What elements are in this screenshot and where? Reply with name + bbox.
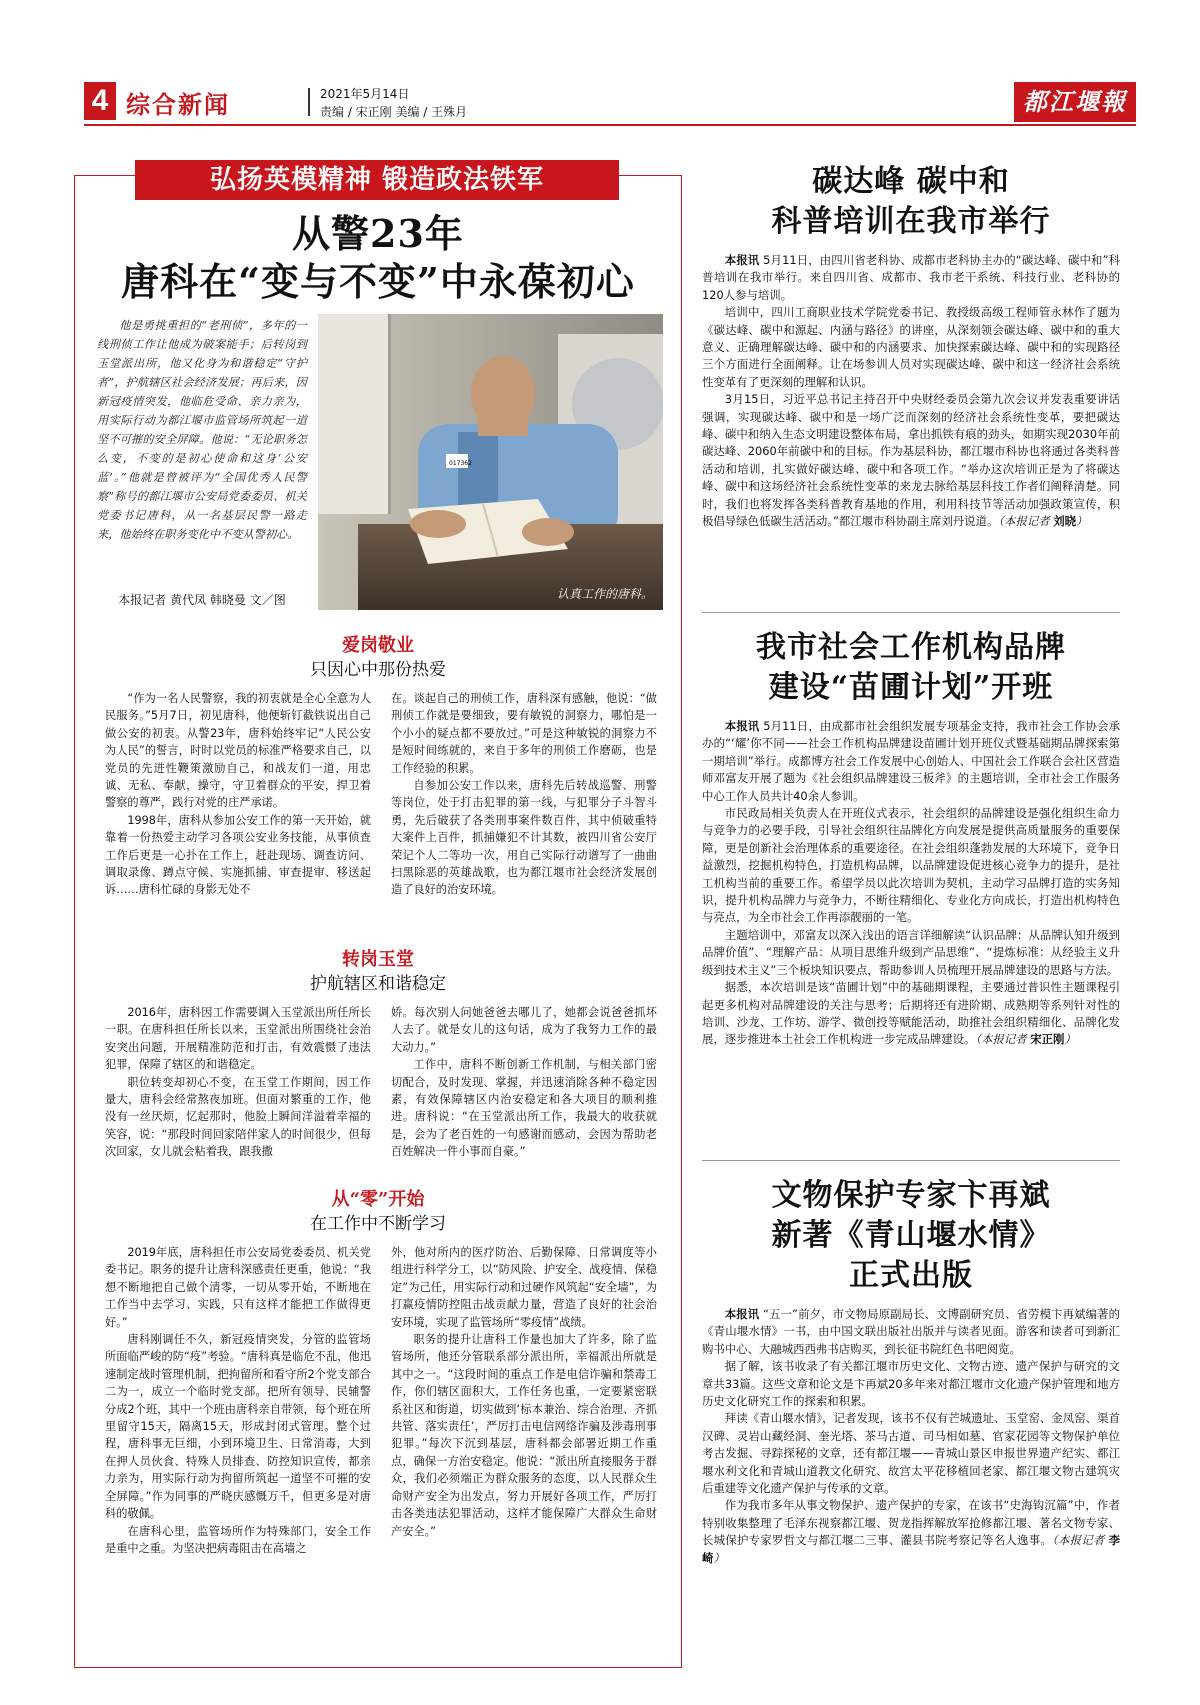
- section-body-3: [105, 1244, 657, 1557]
- header-separator: [308, 88, 310, 116]
- text-column-right: [391, 1004, 657, 1161]
- paragraph: 1998年，唐科从参加公安工作的第一天开始，就靠着一份热爱主动学习各项公安业务技能，从事侦查工作后更是一心扑在工作上，赶赴现场、调查访问、调取录像、蹲点守候、实施抓捕、审查提审、移送起诉……唐科忙碌的身影无处不: [105, 813, 371, 897]
- article-body-carbon: [702, 252, 1120, 531]
- feature-title-line2: 唐科在“变与不变”中永葆初心: [121, 259, 635, 304]
- section-heading-3: [75, 1188, 681, 1236]
- section-kicker: 从“零”开始: [331, 1189, 425, 1210]
- paragraph: 5月11日，由四川省老科协、成都市老科协主办的“碳达峰、碳中和”科普培训在我市举行。来自四川省、成都市、我市老干系统、科技行业、老科协的120人参与培训。: [702, 253, 1120, 302]
- officer-photo-illustration: [318, 314, 663, 610]
- feature-byline: 本报记者 黄代凤 韩晓曼 文／图: [118, 593, 286, 607]
- text-column-right: [391, 1244, 657, 1557]
- article-signature: [998, 514, 1087, 528]
- paragraph: 在。谈起自己的刑侦工作，唐科深有感触，他说：“做刑侦工作就是要细致，要有敏锐的洞察力，哪怕是一个小小的疑点都不要放过。”可是这种敏锐的洞察力不是短时间练就的，来自于多年的刑侦工作磨砺，也是工作经验的积累。: [391, 692, 657, 775]
- newspaper-logo: 都江堰報: [1014, 82, 1136, 122]
- section-subtitle: 只因心中那份热爱: [310, 660, 446, 680]
- article-title-book: [702, 1176, 1120, 1296]
- section-body-1: [105, 690, 657, 899]
- paragraph: 主题培训中，邓富友以深入浅出的语言详细解读“认识品牌：从品牌认知升级到品牌价值”、“理解产品：从项目思维升级到产品思维”、“提炼标准：从经验主义升级到技术主义”三个板块知识要点，帮助参训人员梳理开展品牌建设的思路与方法。: [702, 927, 1120, 977]
- section-kicker: 转岗玉堂: [342, 949, 414, 970]
- badge-number: 017362: [449, 460, 472, 467]
- article-title-line1: 我市社会工作机构品牌: [756, 630, 1066, 665]
- paragraph: 拜读《青山堰水情》，记者发现，该书不仅有芒城遗址、玉堂窑、金凤窑、渠首汉碑、灵岩山藏经洞、奎光塔、茶马古道、司马相如墓、官家花园等文物保护单位考古发掘、寻踪探秘的文章，还有都江堰——青城山景区申报世界遗产纪实、都江堰水利文化和青城山道教文化研究、故宫太平花移植回老家、都江堰文物古建筑灾后重建等文化遗产保护与传承的文章。: [702, 1411, 1120, 1496]
- article-title-line1: 碳达峰 碳中和: [812, 164, 1010, 199]
- signature-suffix: ）: [1064, 1032, 1076, 1047]
- section-kicker: 爱岗敬业: [342, 635, 414, 656]
- paragraph: 5月11日，由成都市社会组织发展专项基金支持，我市社会工作协会承办的“‘耀’你不同——社会工作机构品牌建设苗圃计划开班仪式暨基础期品牌探索第一期培训”举行。成都博方社会工作发展中心创始人、中国社会工作联合会社区营造师邓富友开展了题为《社会组织品牌建设三板斧》的主题培训，全市社会工作服务中心工作人员共计40余人参训。: [702, 719, 1120, 803]
- feature-article: [74, 165, 682, 1668]
- paragraph: 3月15日，习近平总书记主持召开中央财经委员会第九次会议并发表重要讲话强调，实现碳达峰、碳中和是一场广泛而深刻的经济社会系统性变革，要把碳达峰、碳中和纳入生态文明建设整体布局，拿出抓铁有痕的劲头，如期实现2030年前碳达峰、2060年前碳中和的目标。作为基层科协，都江堰市科协也将通过各类科普活动和培训，扎实做好碳达峰、碳中和各项工作。“举办这次培训正是为了将碳达峰、碳中和这场经济社会系统性变革的来龙去脉给基层科技工作者们阐释清楚。同时，我们也将发挥各类科普教育基地的作用，利用科技节等活动加强政策宣传，积极倡导绿色低碳生活活动。”都江堰市科协副主席刘丹说道。: [702, 392, 1120, 529]
- paragraph: 唐科刚调任不久，新冠疫情突发，分管的监管场所面临严峻的防“疫”考验。“唐科真是临危不乱，他迅速制定战时管理机制，把拘留所和看守所2个党支部合二为一，成立一个临时党支部。把所有领导、民辅警分成2个班，其中一个班由唐科亲自带领，每个班在所里留守15天，隔离15天，形成封闭式管理。整个过程，唐科事无巨细，小到环境卫生、日常消毒，大到在押人员伙食、特殊人员排查、防控知识宣传，都亲力亲为，用实际行动为拘留所筑起一道坚不可摧的安全屏障。”作为同事的严晓庆感慨万千，但更多是对唐科的敬佩。: [105, 1333, 371, 1521]
- paragraph: 工作中，唐科不断创新工作机制，与相关部门密切配合，及时发现、掌握，并迅速消除各种不稳定因素，有效保障辖区内治安稳定和各大项目的顺利推进。唐科说：“在玉堂派出所工作，我最大的收获就是，会为了老百姓的一句感谢而感动，会因为帮助老百姓解决一件小事而自豪。”: [391, 1058, 657, 1159]
- photo-caption: 认真工作的唐科。: [556, 587, 653, 601]
- signature-prefix: （本报记者: [998, 514, 1054, 529]
- section-heading-2: [75, 948, 681, 996]
- page-number: 4: [84, 82, 116, 120]
- paragraph: 外，他对所内的医疗防治、后勤保障、日常调度等小组进行科学分工，以“防风险、护安全、战疫情、保稳定”为己任，用实际行动和过硬作风筑起“安全墙”，为打赢疫情防控阻击战贡献力量，营造了良好的社会治安环境，实现了监管场所“零疫情”战绩。: [391, 1246, 657, 1329]
- paragraph: “五一”前夕，市文物局原副局长、文博副研究员、省劳模卞再斌编著的《青山堰水情》一书，由中国文联出版社出版并与读者见面。游客和读者可到新汇购书中心、大融城西西弗书店购买，到长征书院红色书吧阅览。: [702, 1307, 1120, 1356]
- page-header: [84, 82, 1136, 128]
- article-title-line2: 科普培训在我市举行: [771, 204, 1051, 239]
- reporter-name: 李崎: [702, 1533, 1120, 1565]
- section-heading-1: [75, 634, 681, 682]
- header-rule: [84, 124, 1136, 126]
- article-lead: 本报讯: [724, 253, 760, 267]
- paragraph: 作为我市多年从事文物保护、遗产保护的专家，在该书“史海钩沉篇”中，作者特别收集整理了毛泽东视察都江堰、贺龙指挥解放军抢修都江堰、著名文物专家、长城保护专家罗哲文与都江堰二三事、灌县书院考察记等名人逸事。: [702, 1498, 1120, 1548]
- article-lead: 本报讯: [724, 719, 760, 733]
- signature-suffix: ）: [1076, 514, 1088, 529]
- paragraph: 2019年底，唐科担任市公安局党委委员、机关党委书记。职务的提升让唐科深感责任更重，他说：“我想不断地把自己做个清零，一切从零开始，不断地在工作当中去学习、实践，只有这样才能把工作做得更好。”: [105, 1246, 371, 1329]
- text-column-left: [105, 1244, 371, 1557]
- signature-suffix: ）: [713, 1550, 725, 1565]
- paragraph: 培训中，四川工商职业技术学院党委书记、教授级高级工程师管永林作了题为《碳达峰、碳中和源起、内涵与路径》的讲座，从深刻领会碳达峰、碳中和的重大意义、正确理解碳达峰、碳中和的内涵要求、加快探索碳达峰、碳中和的实现路径三个方面进行全面阐释。让在场参训人员对实现碳达峰、碳中和这一经济社会系统性变革有了更深刻的理解和认识。: [702, 305, 1120, 389]
- issue-date: 2021年5月14日: [320, 87, 410, 101]
- section-subtitle: 护航辖区和谐稳定: [310, 974, 446, 994]
- paragraph: 据悉，本次培训是该“苗圃计划”中的基础期课程，主要通过普识性主题课程引起更多机构对品牌建设的关注与思考；后期将还有进阶期、成熟期等系列针对性的培训、沙龙、工作坊、游学、微创投等赋能活动，助推社会组织精细化、品牌化发展，逐步推进本土社会工作机构进一步完成品牌建设。: [702, 980, 1120, 1047]
- feature-banner: 弘扬英模精神 锻造政法铁军: [135, 160, 619, 200]
- section-name: 综合新闻: [126, 91, 230, 119]
- editor-credits: 责编 / 宋正刚 美编 / 王殊月: [320, 105, 468, 119]
- article-body-nursery: [702, 718, 1120, 1049]
- article-body-book: [702, 1306, 1120, 1567]
- text-column-left: [105, 1004, 371, 1161]
- article-lead: 本报讯: [724, 1307, 760, 1321]
- article-title-nursery: [702, 628, 1120, 708]
- feature-intro-text: 他是勇挑重担的“老刑侦”，多年的一线刑侦工作让他成为破案能手；后转岗到玉堂派出所，他又化身为和谐稳定“守护者”，护航辖区社会经济发展；再后来，因新冠疫情突发，他临危受命、亲力亲为，用实际行动为都江堰市监管场所筑起一道坚不可摧的安全屏障。他说：“无论职务怎么变，不变的是初心使命和这身‘公安蓝’。”他就是曾被评为“全国优秀人民警察”称号的都江堰市公安局党委委员、机关党委书记唐科，从一名基层民警一路走来，他始终在职务变化中不变从警初心。: [97, 319, 307, 541]
- paragraph: 市民政局相关负责人在开班仪式表示，社会组织的品牌建设是强化组织生命力与竞争力的必要手段，引导社会组织往品牌化方向发展是提供高质量服务的重要保障，更是创新社会治理体系的重要途径。在社会组织蓬勃发展的大环境下，竞争日益激烈，挖掘机构特色，打造机构品牌，以品牌建设促进核心竞争力的提升，是社工机构当前的重要工作。希望学员以此次培训为契机，主动学习品牌打造的实务知识，提升机构品牌力与竞争力，不断往精细化、专业化方向成长，打造出机构特色与亮点，为全市社会工作再添靓丽的一笔。: [702, 806, 1120, 925]
- signature-prefix: （本报记者: [975, 1032, 1031, 1047]
- article-signature: [975, 1032, 1075, 1046]
- article-title-carbon: [702, 162, 1120, 242]
- article-divider: [702, 612, 1120, 613]
- feature-intro: [97, 316, 307, 544]
- article-title-line3: 正式出版: [849, 1258, 973, 1293]
- section-body-2: [105, 1004, 657, 1161]
- paragraph: 据了解，该书收录了有关都江堰市历史文化、文物古迹、遗产保护与研究的文章共33篇。这些文章和论文是卞再斌20多年来对都江堰市文化遗产保护管理和地方历史文化研究工作的探索和积累。: [702, 1359, 1120, 1409]
- text-column-left: [105, 690, 371, 899]
- feature-title-line1: 从警23年: [292, 211, 464, 256]
- paragraph: “作为一名人民警察，我的初衷就是全心全意为人民服务。”5月7日，初见唐科，他便斩钉截铁说出自己做公安的初衷。从警23年，唐科始终牢记“人民公安为人民”的誓言，时时以党员的标准严格要求自己，以党员的先进性鞭策激励自己，和战友们一道，用忠诚、无私、奉献，操守，守卫着群众的平安，捍卫着警察的尊严，践行对党的庄严承诺。: [105, 692, 371, 810]
- paragraph: 2016年，唐科因工作需要调入玉堂派出所任所长一职。在唐科担任所长以来，玉堂派出所围绕社会治安突出问题，开展精准防范和打击，有效震慑了违法犯罪，保障了辖区的和谐稳定。: [105, 1006, 371, 1072]
- paragraph: 在唐科心里，监管场所作为特殊部门，安全工作是重中之重。为坚决把病毒阻击在高墙之: [105, 1524, 371, 1555]
- paragraph: 自参加公安工作以来，唐科先后转战巡警、刑警等岗位，处于打击犯罪的第一线，与犯罪分子斗智斗勇，先后破获了各类刑事案件数百件，其中侦破重特大案件上百件，抓捕嫌犯不计其数，被四川省公安厅荣记个人二等功一次，用自己实际行动谱写了一曲曲扫黑除恶的英雄战歌，也为都江堰市社会经济发展创造了良好的治安环境。: [391, 779, 657, 897]
- paragraph: 职务的提升让唐科工作量也加大了许多，除了监管场所，他还分管联系部分派出所，幸福派出所就是其中之一。“这段时间的重点工作是电信诈骗和禁毒工作，你们辖区面积大，工作任务也重，一定要紧密联系社区和街道，切实做到‘标本兼治、综合治理、齐抓共管、落实责任’，严厉打击电信网络诈骗及涉毒刑事犯罪。”每次下沉到基层，唐科都会部署近期工作重点，确保一方治安稳定。他说：“派出所直接服务于群众，我们必须端正为群众服务的态度，以人民群众生命财产安全为出发点，努力开展好各项工作，严厉打击各类违法犯罪活动，这样才能保障广大群众生命财产安全。”: [391, 1333, 657, 1538]
- paragraph: 职位转变却初心不变，在玉堂工作期间，因工作量大，唐科会经常熬夜加班。但面对繁重的工作，他没有一丝厌烦，忆起那时，他脸上瞬间洋溢着幸福的笑容，说：“那段时间回家陪伴家人的时间很少，但每次回家，女儿就会粘着我，跟我撒: [105, 1075, 371, 1159]
- article-title-line2: 新著《青山堰水情》: [771, 1218, 1051, 1253]
- article-title-line1: 文物保护专家卞再斌: [771, 1178, 1051, 1213]
- article-divider: [702, 1160, 1120, 1161]
- reporter-name: 刘晓: [1053, 514, 1077, 529]
- officer-photo: [318, 314, 663, 610]
- reporter-name: 宋正刚: [1030, 1032, 1065, 1047]
- feature-title: [75, 210, 681, 306]
- section-subtitle: 在工作中不断学习: [310, 1214, 446, 1234]
- text-column-right: [391, 690, 657, 899]
- article-title-line2: 建设“苗圃计划”开班: [768, 670, 1054, 705]
- signature-prefix: （本报记者: [1052, 1533, 1109, 1548]
- paragraph: 娇。每次别人问她爸爸去哪儿了，她都会说爸爸抓坏人去了。就是女儿的这句话，成为了我努力工作的最大动力。”: [391, 1006, 657, 1054]
